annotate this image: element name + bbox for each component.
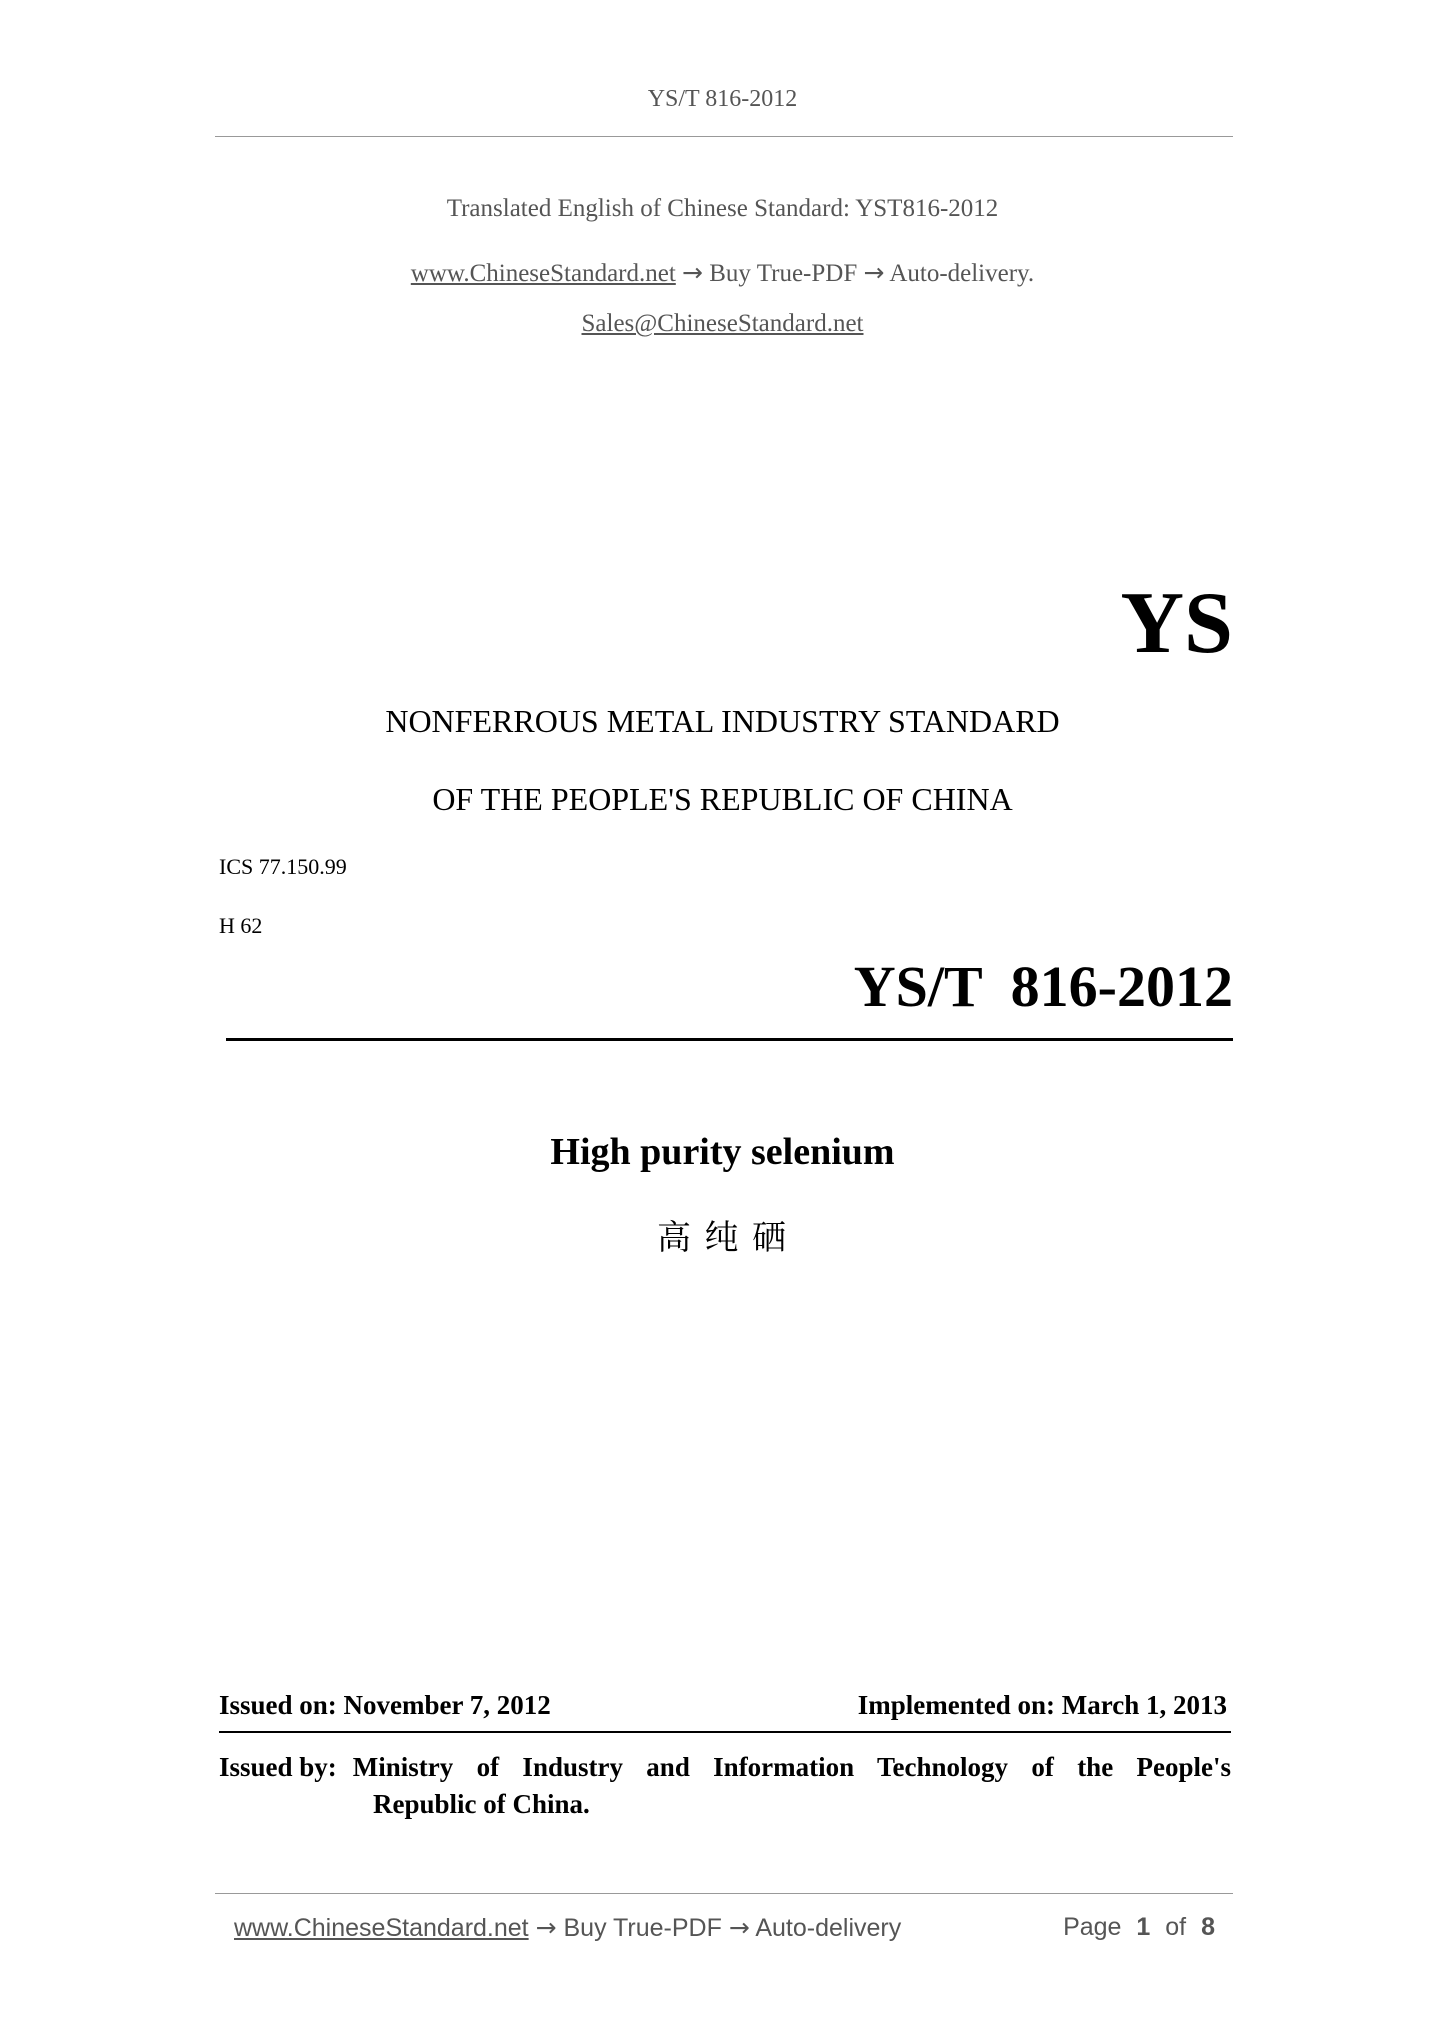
translated-notice: Translated English of Chinese Standard: YST816-2012 [446,195,999,222]
running-header: YS/T 816-2012 [647,86,798,112]
page-indicator [1063,1913,1215,1942]
issued-date: Issued on: November 7, 2012 [219,1690,551,1720]
header-divider [215,136,1233,137]
title-chinese: 高 纯 硒 [657,1219,788,1257]
email-link[interactable]: Sales@ChineseStandard.net [581,310,864,337]
page-current: 1 [1136,1913,1151,1941]
arrow-right-icon: → [728,1913,750,1942]
title-rule [226,1038,1233,1041]
implemented-date: Implemented on: March 1, 2013 [857,1690,1227,1720]
issued-by-label: Issued by: [219,1752,337,1782]
auto-delivery-text: Auto-delivery. [889,260,1035,287]
footer-site-link[interactable]: www.ChineseStandard.net [234,1914,529,1942]
arrow-right-icon: → [535,1913,557,1942]
classification-code: H 62 [219,913,263,938]
promo-line [0,258,1445,288]
issued-by-org-line-1: Ministry of Industry and Information Technology of the People's [352,1752,1231,1782]
footer-promo [234,1913,901,1943]
page-label: Page [1063,1913,1122,1941]
buy-true-pdf-text: Buy True-PDF [709,260,858,287]
footer-divider [215,1893,1233,1894]
ics-code: ICS 77.150.99 [219,854,347,879]
footer-buy-text: Buy True-PDF [563,1914,722,1942]
issued-by-org-line-2: Republic of China. [373,1789,590,1819]
standard-number: YS/T 816-2012 [853,954,1233,1019]
page-of-label: of [1165,1913,1187,1941]
ys-logo: YS [1120,575,1233,672]
page-total: 8 [1201,1913,1215,1941]
standard-body-line-1: NONFERROUS METAL INDUSTRY STANDARD [385,703,1060,739]
standard-body-line-2: OF THE PEOPLE'S REPUBLIC OF CHINA [432,781,1013,817]
arrow-right-icon: → [863,258,885,287]
site-link[interactable]: www.ChineseStandard.net [410,260,676,287]
title-english: High purity selenium [550,1131,895,1173]
issued-by-block [219,1752,1231,1820]
footer-delivery-text: Auto-delivery [755,1914,902,1942]
email-line [0,310,1445,338]
dates-rule [219,1731,1231,1733]
arrow-right-icon: → [682,258,703,287]
